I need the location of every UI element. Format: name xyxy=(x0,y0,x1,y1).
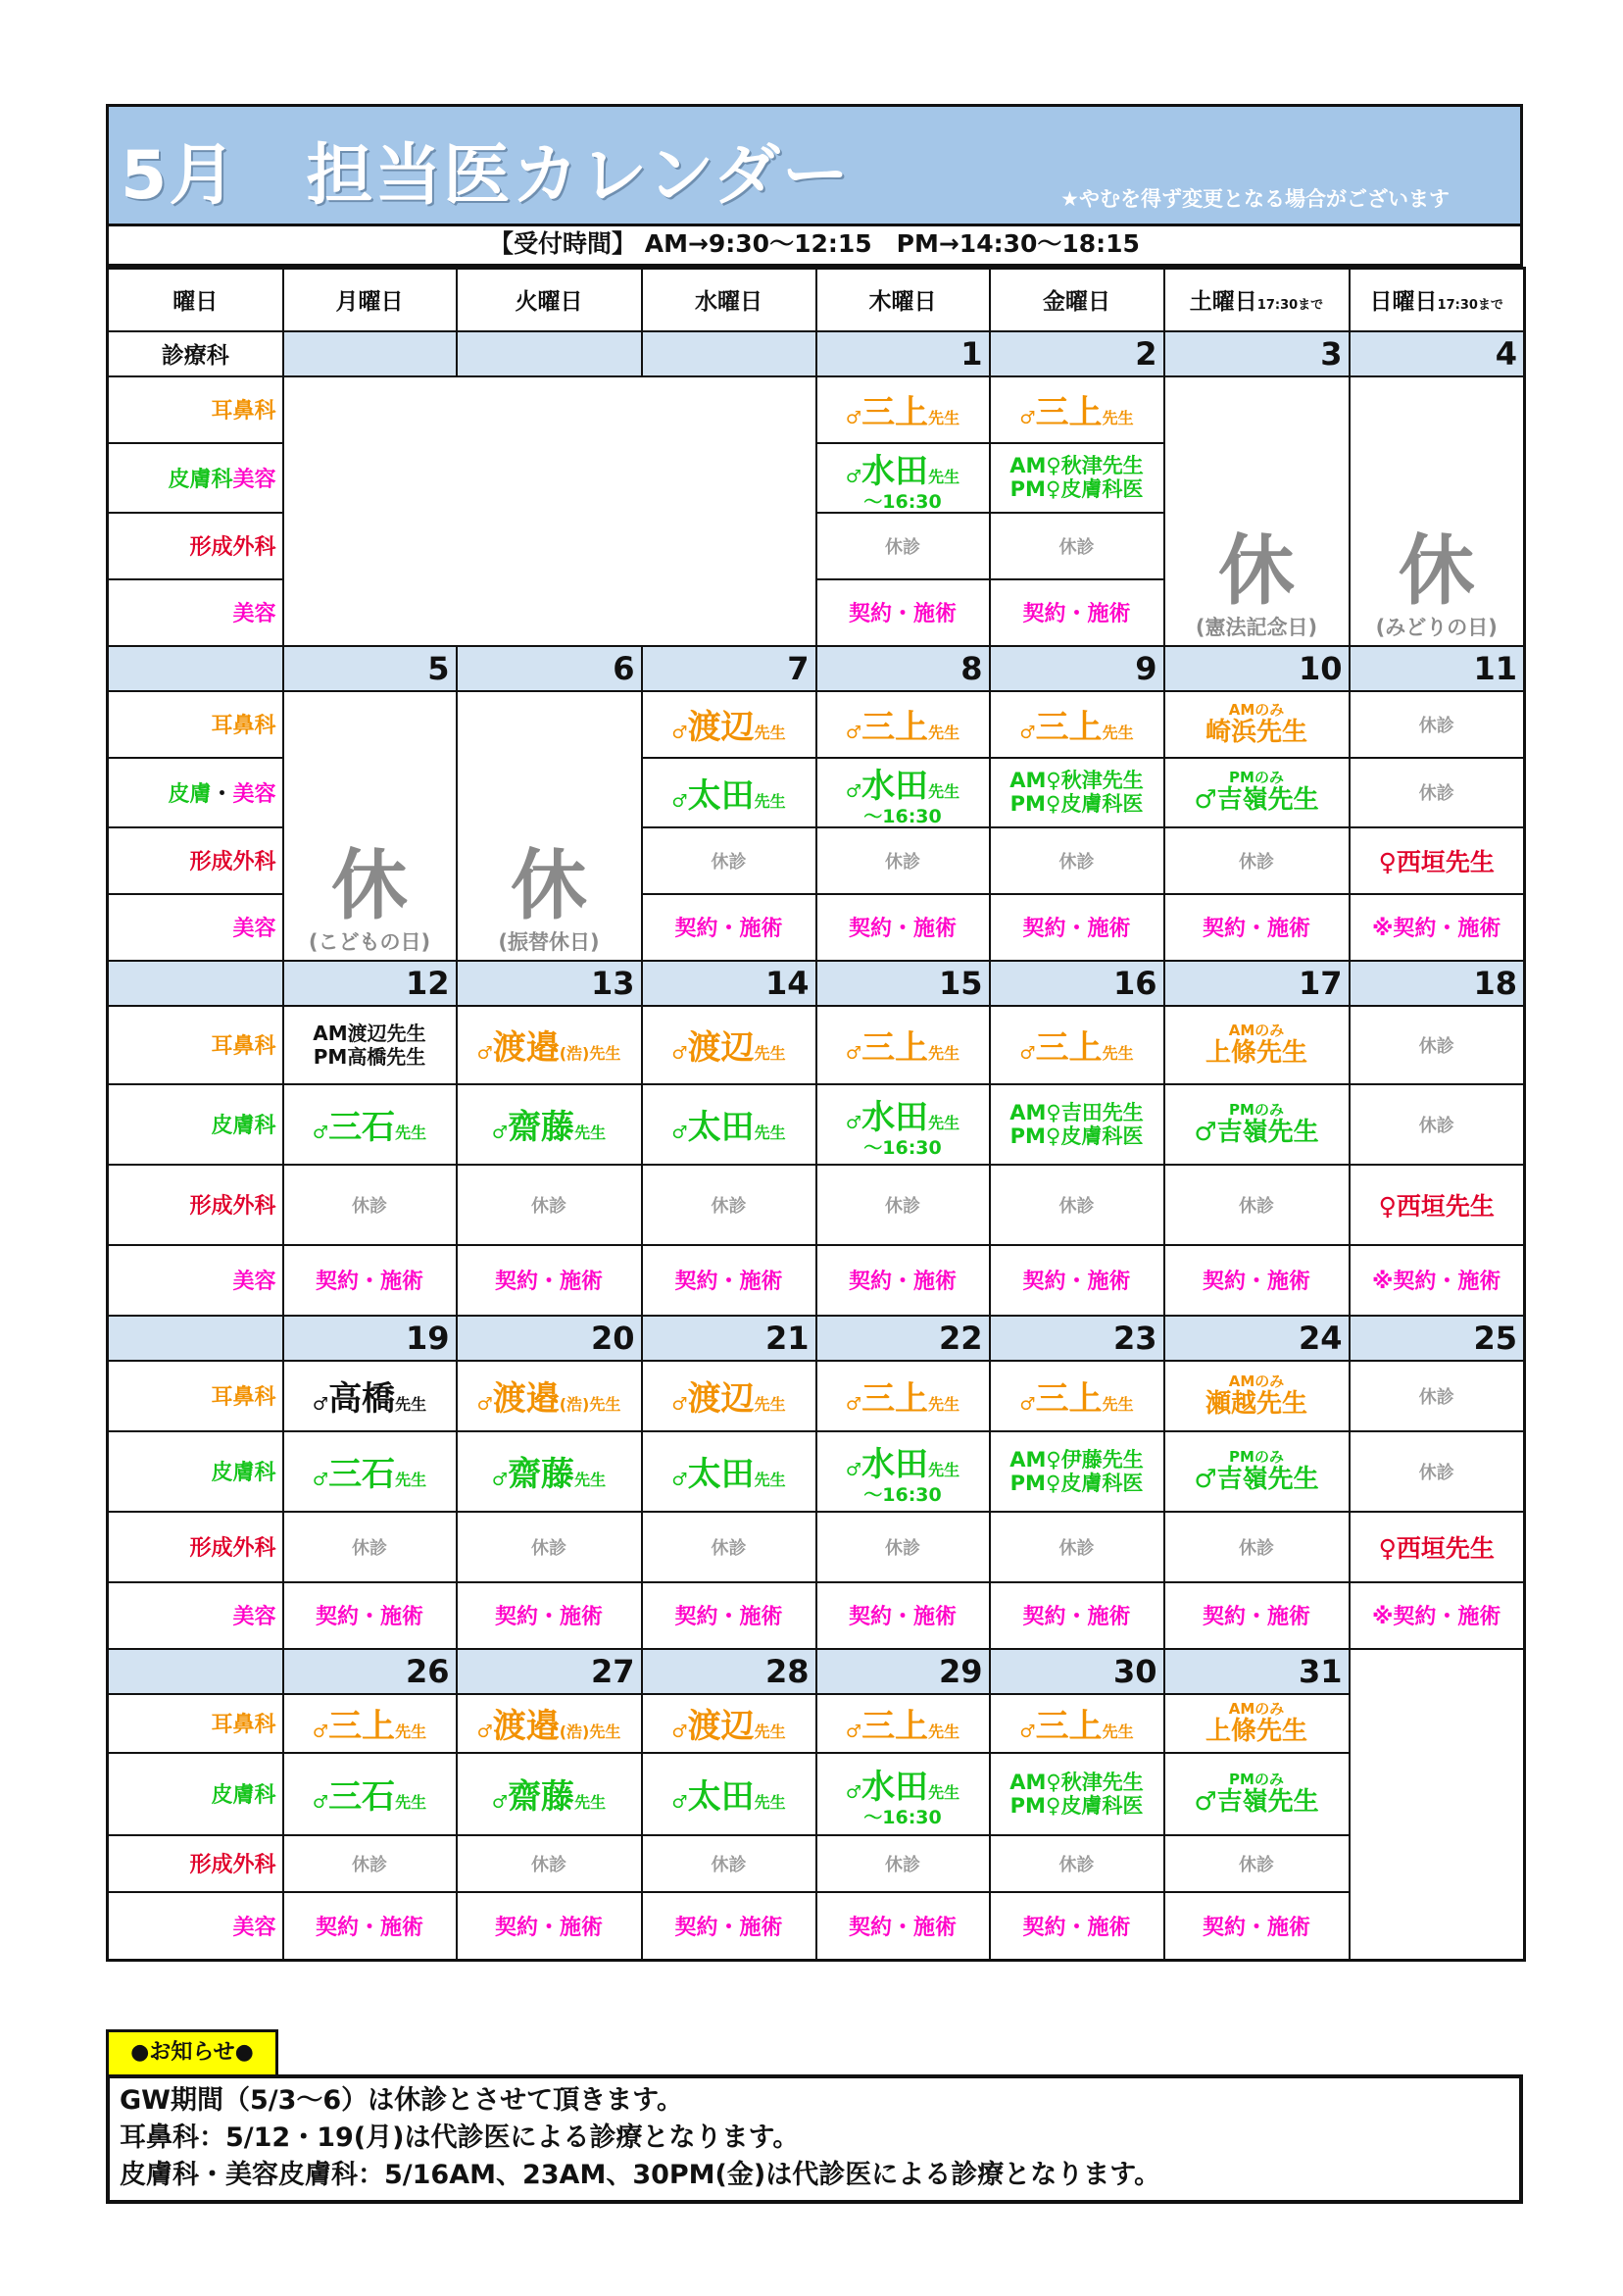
col-header-weekday: 曜日 xyxy=(108,269,283,331)
date-row-week3 xyxy=(108,961,1525,1006)
cell-derm: ♂水田先生 〜16:30 xyxy=(816,758,990,827)
col-header-sun: 日曜日17:30まで xyxy=(1350,269,1525,331)
cell-derm: ♂太田先生 xyxy=(642,1753,816,1835)
row-cosmetic-week5 xyxy=(108,1892,1525,1961)
row-derm-week3 xyxy=(108,1084,1525,1165)
cell-cosmetic: 契約・施術 xyxy=(990,1892,1164,1961)
date-cell: 23 xyxy=(990,1316,1164,1361)
col-header-thu: 木曜日 xyxy=(816,269,990,331)
date-cell: 7 xyxy=(642,646,816,691)
cell-cosmetic: 契約・施術 xyxy=(457,1892,642,1961)
cell-plastic: 休診 xyxy=(283,1835,457,1892)
date-cell-empty xyxy=(283,331,457,376)
cell-plastic: 休診 xyxy=(1164,1512,1350,1582)
cell-derm: 休診 xyxy=(1350,1431,1525,1512)
cell-ent: ♂三上先生 xyxy=(816,1694,990,1753)
date-cell: 13 xyxy=(457,961,642,1006)
cell-ent: AMのみ 上條先生 xyxy=(1164,1006,1350,1084)
row-label-derm: 皮膚科美容 xyxy=(108,443,283,513)
sat-hours-note: 17:30まで xyxy=(1256,298,1324,314)
cell-cosmetic: 契約・施術 xyxy=(1164,1892,1350,1961)
row-label-derm: 皮膚科 xyxy=(108,1431,283,1512)
date-cell: 14 xyxy=(642,961,816,1006)
date-cell: 18 xyxy=(1350,961,1525,1006)
row-label-cosmetic: 美容 xyxy=(108,579,283,646)
cell-cosmetic: 契約・施術 xyxy=(1164,1245,1350,1316)
date-cell-empty xyxy=(457,331,642,376)
cell-ent: AMのみ 崎浜先生 xyxy=(1164,691,1350,758)
date-row-week2 xyxy=(108,646,1525,691)
row-ent-week2 xyxy=(108,691,1525,758)
cell-ent: ♂渡辺先生 xyxy=(642,691,816,758)
cell-cosmetic: 契約・施術 xyxy=(283,1245,457,1316)
date-cell-empty xyxy=(1350,1649,1525,1961)
cell-cosmetic: 契約・施術 xyxy=(1164,894,1350,961)
cell-ent: ♂三上先生 xyxy=(816,1361,990,1431)
row-plastic-week3 xyxy=(108,1165,1525,1245)
cell-derm: ♂齋藤先生 xyxy=(457,1753,642,1835)
cell-derm: ♂齋藤先生 xyxy=(457,1084,642,1165)
cell-ent: AM渡辺先生 PM高橋先生 xyxy=(283,1006,457,1084)
cell-plastic: 休診 xyxy=(642,1165,816,1245)
date-row-week4 xyxy=(108,1316,1525,1361)
cell-cosmetic: 契約・施術 xyxy=(816,894,990,961)
cell-cosmetic: 契約・施術 xyxy=(816,1582,990,1649)
cell-plastic: ♀西垣先生 xyxy=(1350,827,1525,894)
cell-derm: AM♀吉田先生 PM♀皮膚科医 xyxy=(990,1084,1164,1165)
cell-derm: ♂三石先生 xyxy=(283,1084,457,1165)
row-label-plastic: 形成外科 xyxy=(108,1165,283,1245)
notice-line: 耳鼻科：5/12・19(月)は代診医による診療となります。 xyxy=(120,2122,800,2153)
row-label-derm: 皮膚・美容 xyxy=(108,758,283,827)
notice-line: 皮膚科・美容皮膚科：5/16AM、23AM、30PM(金)は代診医による診療となります。 xyxy=(120,2160,1161,2190)
cell-ent: ♂渡邉(浩)先生 xyxy=(457,1361,642,1431)
holiday-cell: 休 (みどりの日) xyxy=(1350,376,1525,646)
date-cell: 16 xyxy=(990,961,1164,1006)
cell-plastic: 休診 xyxy=(1164,1165,1350,1245)
cell-cosmetic: 契約・施術 xyxy=(283,1892,457,1961)
cell-ent: 休診 xyxy=(1350,691,1525,758)
date-cell: 17 xyxy=(1164,961,1350,1006)
cell-plastic: 休診 xyxy=(1164,1835,1350,1892)
row-cosmetic-week3 xyxy=(108,1245,1525,1316)
date-cell: 24 xyxy=(1164,1316,1350,1361)
cell-cosmetic: 契約・施術 xyxy=(283,1582,457,1649)
cell-derm: ♂太田先生 xyxy=(642,1431,816,1512)
date-cell-empty xyxy=(642,331,816,376)
cell-ent: 休診 xyxy=(1350,1006,1525,1084)
row-label-ent: 耳鼻科 xyxy=(108,1361,283,1431)
cell-cosmetic: 契約・施術 xyxy=(816,1892,990,1961)
date-cell: 15 xyxy=(816,961,990,1006)
date-cell-empty xyxy=(108,1649,283,1694)
cell-cosmetic: 契約・施術 xyxy=(990,1245,1164,1316)
row-label-cosmetic: 美容 xyxy=(108,1582,283,1649)
cell-ent: ♂渡辺先生 xyxy=(642,1361,816,1431)
cell-cosmetic: 契約・施術 xyxy=(816,1245,990,1316)
cell-derm: ♂太田先生 xyxy=(642,758,816,827)
cell-ent: ♂渡辺先生 xyxy=(642,1694,816,1753)
cell-cosmetic: 契約・施術 xyxy=(642,1892,816,1961)
date-cell: 21 xyxy=(642,1316,816,1361)
cell-derm: ♂水田先生 〜16:30 xyxy=(816,1431,990,1512)
cell-plastic: 休診 xyxy=(457,1165,642,1245)
cell-plastic: 休診 xyxy=(990,1512,1164,1582)
date-cell: 29 xyxy=(816,1649,990,1694)
date-cell: 10 xyxy=(1164,646,1350,691)
holiday-cell: 休 (振替休日) xyxy=(457,691,642,961)
cell-ent: ♂渡邉(浩)先生 xyxy=(457,1694,642,1753)
cell-derm: ♂水田先生 〜16:30 xyxy=(816,443,990,513)
date-cell: 31 xyxy=(1164,1649,1350,1694)
cell-derm: 休診 xyxy=(1350,1084,1525,1165)
cell-derm: AM♀伊藤先生 PM♀皮膚科医 xyxy=(990,1431,1164,1512)
cell-derm: ♂齋藤先生 xyxy=(457,1431,642,1512)
cell-plastic: 休診 xyxy=(816,1835,990,1892)
cell-cosmetic: ※契約・施術 xyxy=(1350,1582,1525,1649)
date-cell: 9 xyxy=(990,646,1164,691)
cell-derm: AM♀秋津先生 PM♀皮膚科医 xyxy=(990,1753,1164,1835)
cell-cosmetic: 契約・施術 xyxy=(642,894,816,961)
date-cell: 28 xyxy=(642,1649,816,1694)
date-cell: 1 xyxy=(816,331,990,376)
cell-cosmetic: ※契約・施術 xyxy=(1350,1245,1525,1316)
row-label-cosmetic: 美容 xyxy=(108,894,283,961)
cell-ent: ♂渡邉(浩)先生 xyxy=(457,1006,642,1084)
title-band xyxy=(106,104,1523,226)
row-ent-week5 xyxy=(108,1694,1525,1753)
row-derm-week5 xyxy=(108,1753,1525,1835)
cell-ent: ♂三上先生 xyxy=(990,1361,1164,1431)
cell-ent: ♂高橋先生 xyxy=(283,1361,457,1431)
cell-cosmetic: 契約・施術 xyxy=(990,894,1164,961)
row-label-plastic: 形成外科 xyxy=(108,827,283,894)
row-label-ent: 耳鼻科 xyxy=(108,1006,283,1084)
cell-derm: AM♀秋津先生 PM♀皮膚科医 xyxy=(990,443,1164,513)
sun-hours-note: 17:30まで xyxy=(1437,298,1503,314)
cell-plastic: 休診 xyxy=(642,1512,816,1582)
date-cell-empty xyxy=(108,961,283,1006)
col-header-fri: 金曜日 xyxy=(990,269,1164,331)
col-header-tue: 火曜日 xyxy=(457,269,642,331)
holiday-cell: 休 (こどもの日) xyxy=(283,691,457,961)
cell-plastic: 休診 xyxy=(642,827,816,894)
date-cell: 26 xyxy=(283,1649,457,1694)
cell-ent: ♂三上先生 xyxy=(990,1006,1164,1084)
date-row-week5 xyxy=(108,1649,1525,1694)
cell-plastic: ♀西垣先生 xyxy=(1350,1512,1525,1582)
cell-plastic: 休診 xyxy=(457,1512,642,1582)
date-cell-empty xyxy=(108,646,283,691)
cell-plastic: 休診 xyxy=(990,1835,1164,1892)
cell-cosmetic: 契約・施術 xyxy=(457,1245,642,1316)
weekday-header-row xyxy=(108,269,1525,331)
date-row-week1 xyxy=(108,331,1525,376)
date-cell: 2 xyxy=(990,331,1164,376)
date-cell: 20 xyxy=(457,1316,642,1361)
cell-derm: ♂太田先生 xyxy=(642,1084,816,1165)
date-cell: 25 xyxy=(1350,1316,1525,1361)
date-cell: 30 xyxy=(990,1649,1164,1694)
cell-derm: ♂三石先生 xyxy=(283,1431,457,1512)
cell-plastic: 休診 xyxy=(283,1512,457,1582)
date-cell: 3 xyxy=(1164,331,1350,376)
cell-ent: ♂三上先生 xyxy=(816,376,990,443)
schedule-table xyxy=(106,267,1526,1962)
row-ent-week3 xyxy=(108,1006,1525,1084)
date-cell: 11 xyxy=(1350,646,1525,691)
cell-cosmetic: ※契約・施術 xyxy=(1350,894,1525,961)
notice-tab: ●お知らせ● xyxy=(106,2029,278,2074)
dept-label: 診療科 xyxy=(108,331,283,376)
change-notice: ★やむを得ず変更となる場合がございます xyxy=(1060,187,1450,211)
cell-cosmetic: 契約・施術 xyxy=(642,1245,816,1316)
empty-block xyxy=(283,376,816,646)
cell-ent: AMのみ 上條先生 xyxy=(1164,1694,1350,1753)
cell-plastic: 休診 xyxy=(457,1835,642,1892)
calendar-sheet xyxy=(106,104,1523,2190)
date-cell: 5 xyxy=(283,646,457,691)
cell-ent: ♂三上先生 xyxy=(990,1694,1164,1753)
cell-plastic: 休診 xyxy=(283,1165,457,1245)
cell-ent: ♂三上先生 xyxy=(816,1006,990,1084)
date-cell: 6 xyxy=(457,646,642,691)
cell-plastic: 休診 xyxy=(816,1512,990,1582)
col-header-mon: 月曜日 xyxy=(283,269,457,331)
cell-plastic: 休診 xyxy=(816,827,990,894)
cell-plastic: ♀西垣先生 xyxy=(1350,1165,1525,1245)
page-title: 5月 担当医カレンダー xyxy=(121,137,851,215)
row-cosmetic-week4 xyxy=(108,1582,1525,1649)
date-cell: 8 xyxy=(816,646,990,691)
reception-hours: 【受付時間】 AM→9:30〜12:15 PM→14:30〜18:15 xyxy=(106,224,1523,267)
cell-ent: 休診 xyxy=(1350,1361,1525,1431)
row-label-ent: 耳鼻科 xyxy=(108,691,283,758)
date-cell: 22 xyxy=(816,1316,990,1361)
cell-derm: PMのみ ♂吉嶺先生 xyxy=(1164,758,1350,827)
cell-ent: ♂三上先生 xyxy=(283,1694,457,1753)
row-ent-week4 xyxy=(108,1361,1525,1431)
row-label-derm: 皮膚科 xyxy=(108,1084,283,1165)
notice-line: GW期間（5/3〜6）は休診とさせて頂きます。 xyxy=(120,2085,684,2116)
cell-ent: AMのみ 瀬越先生 xyxy=(1164,1361,1350,1431)
cell-plastic: 休診 xyxy=(1164,827,1350,894)
cell-derm: PMのみ ♂吉嶺先生 xyxy=(1164,1084,1350,1165)
holiday-cell: 休 (憲法記念日) xyxy=(1164,376,1350,646)
col-header-sat: 土曜日17:30まで xyxy=(1164,269,1350,331)
row-plastic-week4 xyxy=(108,1512,1525,1582)
date-cell: 12 xyxy=(283,961,457,1006)
row-label-plastic: 形成外科 xyxy=(108,1512,283,1582)
cell-ent: ♂渡辺先生 xyxy=(642,1006,816,1084)
cell-plastic: 休診 xyxy=(990,827,1164,894)
row-label-plastic: 形成外科 xyxy=(108,1835,283,1892)
date-cell: 19 xyxy=(283,1316,457,1361)
date-cell: 4 xyxy=(1350,331,1525,376)
cell-derm: ♂水田先生 〜16:30 xyxy=(816,1753,990,1835)
cell-plastic: 休診 xyxy=(990,513,1164,579)
cell-derm: PMのみ ♂吉嶺先生 xyxy=(1164,1753,1350,1835)
cell-plastic: 休診 xyxy=(816,1165,990,1245)
row-label-cosmetic: 美容 xyxy=(108,1245,283,1316)
cell-plastic: 休診 xyxy=(816,513,990,579)
notice-box xyxy=(106,2074,1523,2204)
row-derm-week4 xyxy=(108,1431,1525,1512)
cell-cosmetic: 契約・施術 xyxy=(1164,1582,1350,1649)
cell-cosmetic: 契約・施術 xyxy=(990,1582,1164,1649)
cell-ent: ♂三上先生 xyxy=(816,691,990,758)
cell-derm: AM♀秋津先生 PM♀皮膚科医 xyxy=(990,758,1164,827)
cell-ent: ♂三上先生 xyxy=(990,376,1164,443)
cell-plastic: 休診 xyxy=(642,1835,816,1892)
cell-cosmetic: 契約・施術 xyxy=(457,1582,642,1649)
cell-cosmetic: 契約・施術 xyxy=(990,579,1164,646)
row-label-ent: 耳鼻科 xyxy=(108,376,283,443)
row-plastic-week5 xyxy=(108,1835,1525,1892)
cell-derm: ♂三石先生 xyxy=(283,1753,457,1835)
cell-ent: ♂三上先生 xyxy=(990,691,1164,758)
cell-cosmetic: 契約・施術 xyxy=(816,579,990,646)
row-label-derm: 皮膚科 xyxy=(108,1753,283,1835)
row-label-plastic: 形成外科 xyxy=(108,513,283,579)
col-header-wed: 水曜日 xyxy=(642,269,816,331)
row-label-cosmetic: 美容 xyxy=(108,1892,283,1961)
cell-cosmetic: 契約・施術 xyxy=(642,1582,816,1649)
cell-plastic: 休診 xyxy=(990,1165,1164,1245)
cell-derm: 休診 xyxy=(1350,758,1525,827)
row-ent-week1 xyxy=(108,376,1525,443)
cell-derm: ♂水田先生 〜16:30 xyxy=(816,1084,990,1165)
row-label-ent: 耳鼻科 xyxy=(108,1694,283,1753)
date-cell-empty xyxy=(108,1316,283,1361)
date-cell: 27 xyxy=(457,1649,642,1694)
cell-derm: PMのみ ♂吉嶺先生 xyxy=(1164,1431,1350,1512)
